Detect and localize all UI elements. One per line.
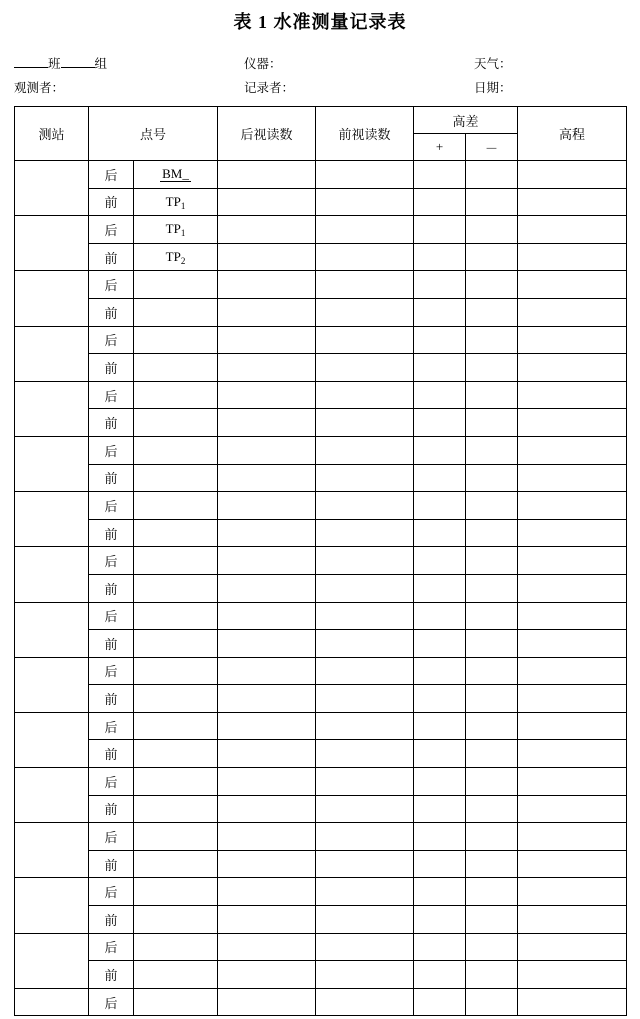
cell-diff-plus[interactable]: [414, 712, 466, 740]
cell-front-reading[interactable]: [316, 878, 414, 906]
cell-diff-minus[interactable]: [466, 795, 518, 823]
cell-point-no[interactable]: [134, 933, 218, 961]
cell-diff-minus[interactable]: [466, 243, 518, 271]
cell-diff-plus[interactable]: [414, 326, 466, 354]
leveling-record-table: [14, 106, 627, 1016]
cell-point-no[interactable]: [134, 161, 218, 189]
cell-front-reading[interactable]: [316, 850, 414, 878]
point-no-subscript: 1: [180, 228, 186, 239]
cell-back-reading[interactable]: [218, 161, 316, 189]
cell-elevation[interactable]: [518, 988, 627, 1016]
cell-front-reading[interactable]: [316, 243, 414, 271]
cell-back-reading[interactable]: [218, 961, 316, 989]
cell-back-reading[interactable]: [218, 657, 316, 685]
cell-diff-minus[interactable]: [466, 823, 518, 851]
table-row: [15, 795, 627, 823]
cell-back-front-label: 前: [89, 574, 134, 602]
cell-diff-plus[interactable]: [414, 933, 466, 961]
cell-back-reading[interactable]: [218, 271, 316, 299]
cell-back-reading[interactable]: [218, 354, 316, 382]
cell-diff-minus[interactable]: [466, 492, 518, 520]
cell-back-reading[interactable]: [218, 381, 316, 409]
cell-diff-plus[interactable]: [414, 685, 466, 713]
table-row: [15, 409, 627, 437]
cell-back-front-label: 前: [89, 188, 134, 216]
cell-elevation[interactable]: [518, 630, 627, 658]
table-row: [15, 574, 627, 602]
cell-diff-minus[interactable]: [466, 602, 518, 630]
cell-diff-plus[interactable]: [414, 188, 466, 216]
cell-diff-minus[interactable]: [466, 464, 518, 492]
cell-front-reading[interactable]: [316, 464, 414, 492]
cell-diff-plus[interactable]: [414, 271, 466, 299]
cell-point-no[interactable]: [134, 243, 218, 271]
cell-diff-minus[interactable]: [466, 161, 518, 189]
cell-diff-minus[interactable]: [466, 685, 518, 713]
cell-point-no[interactable]: [134, 409, 218, 437]
cell-elevation[interactable]: [518, 216, 627, 244]
table-row: [15, 464, 627, 492]
cell-diff-minus[interactable]: [466, 630, 518, 658]
date-label: 日期：: [474, 81, 512, 95]
cell-front-reading[interactable]: [316, 712, 414, 740]
cell-point-no[interactable]: [134, 795, 218, 823]
cell-elevation[interactable]: [518, 188, 627, 216]
table-row: [15, 850, 627, 878]
cell-elevation[interactable]: [518, 823, 627, 851]
cell-diff-plus[interactable]: [414, 436, 466, 464]
cell-elevation[interactable]: [518, 326, 627, 354]
cell-elevation[interactable]: [518, 933, 627, 961]
cell-diff-minus[interactable]: [466, 271, 518, 299]
cell-back-reading[interactable]: [218, 740, 316, 768]
cell-elevation[interactable]: [518, 685, 627, 713]
cell-front-reading[interactable]: [316, 988, 414, 1016]
cell-elevation[interactable]: [518, 492, 627, 520]
table-row: [15, 216, 627, 244]
cell-front-reading[interactable]: [316, 216, 414, 244]
cell-point-no[interactable]: [134, 988, 218, 1016]
cell-diff-plus[interactable]: [414, 740, 466, 768]
cell-front-reading[interactable]: [316, 188, 414, 216]
cell-front-reading[interactable]: [316, 492, 414, 520]
cell-diff-minus[interactable]: [466, 740, 518, 768]
cell-diff-minus[interactable]: [466, 188, 518, 216]
cell-front-reading[interactable]: [316, 657, 414, 685]
header-back-reading: 后视读数: [218, 107, 316, 161]
header-elevation: 高程: [518, 107, 627, 161]
cell-front-reading[interactable]: [316, 574, 414, 602]
cell-back-reading[interactable]: [218, 298, 316, 326]
header-station: 测站: [15, 107, 89, 161]
cell-point-no[interactable]: [134, 492, 218, 520]
group-blank[interactable]: [61, 54, 95, 68]
cell-diff-plus[interactable]: [414, 850, 466, 878]
cell-station[interactable]: [15, 768, 89, 823]
cell-point-no[interactable]: [134, 188, 218, 216]
cell-diff-minus[interactable]: [466, 326, 518, 354]
cell-back-reading[interactable]: [218, 243, 316, 271]
cell-diff-plus[interactable]: [414, 298, 466, 326]
cell-front-reading[interactable]: [316, 381, 414, 409]
cell-diff-plus[interactable]: [414, 602, 466, 630]
cell-back-front-label: 前: [89, 354, 134, 382]
table-row: [15, 768, 627, 796]
recorder-label: 记录者：: [244, 81, 295, 95]
cell-diff-minus[interactable]: [466, 547, 518, 575]
table-row: [15, 712, 627, 740]
cell-back-front-label: 前: [89, 685, 134, 713]
cell-back-front-label: 后: [89, 602, 134, 630]
cell-front-reading[interactable]: [316, 161, 414, 189]
cell-back-reading[interactable]: [218, 436, 316, 464]
cell-point-no[interactable]: [134, 602, 218, 630]
cell-point-no[interactable]: [134, 740, 218, 768]
cell-point-no[interactable]: [134, 850, 218, 878]
cell-back-reading[interactable]: [218, 326, 316, 354]
table-row: [15, 602, 627, 630]
cell-back-reading[interactable]: [218, 464, 316, 492]
cell-front-reading[interactable]: [316, 436, 414, 464]
table-row: [15, 381, 627, 409]
point-no-text: TP: [165, 249, 181, 265]
cell-front-reading[interactable]: [316, 795, 414, 823]
cell-back-front-label: 后: [89, 326, 134, 354]
table-row: [15, 243, 627, 271]
table-row: [15, 906, 627, 934]
cell-back-reading[interactable]: [218, 768, 316, 796]
cell-front-reading[interactable]: [316, 409, 414, 437]
cell-diff-minus[interactable]: [466, 298, 518, 326]
cell-point-no[interactable]: [134, 298, 218, 326]
cell-elevation[interactable]: [518, 878, 627, 906]
cell-point-no[interactable]: [134, 712, 218, 740]
cell-elevation[interactable]: [518, 354, 627, 382]
header-minus: －: [466, 134, 518, 161]
cell-station[interactable]: [15, 602, 89, 657]
cell-back-front-label: 后: [89, 271, 134, 299]
header-plus: +: [414, 134, 466, 161]
cell-front-reading[interactable]: [316, 547, 414, 575]
point-no-text: BM_: [162, 166, 189, 182]
cell-point-no[interactable]: [134, 630, 218, 658]
cell-back-reading[interactable]: [218, 685, 316, 713]
cell-back-reading[interactable]: [218, 492, 316, 520]
cell-back-reading[interactable]: [218, 602, 316, 630]
table-row: [15, 436, 627, 464]
cell-back-reading[interactable]: [218, 988, 316, 1016]
cell-diff-plus[interactable]: [414, 823, 466, 851]
cell-diff-minus[interactable]: [466, 712, 518, 740]
table-row: [15, 630, 627, 658]
cell-point-no[interactable]: [134, 216, 218, 244]
cell-back-front-label: 后: [89, 381, 134, 409]
cell-station[interactable]: [15, 436, 89, 491]
cell-elevation[interactable]: [518, 271, 627, 299]
cell-elevation[interactable]: [518, 547, 627, 575]
cell-elevation[interactable]: [518, 961, 627, 989]
cell-elevation[interactable]: [518, 768, 627, 796]
point-no-subscript: 2: [180, 256, 186, 267]
cell-front-reading[interactable]: [316, 740, 414, 768]
cell-back-reading[interactable]: [218, 933, 316, 961]
cell-back-reading[interactable]: [218, 823, 316, 851]
cell-diff-minus[interactable]: [466, 574, 518, 602]
cell-elevation[interactable]: [518, 464, 627, 492]
cell-back-front-label: 后: [89, 712, 134, 740]
cell-diff-minus[interactable]: [466, 519, 518, 547]
cell-diff-minus[interactable]: [466, 409, 518, 437]
cell-front-reading[interactable]: [316, 906, 414, 934]
table-row: [15, 547, 627, 575]
cell-elevation[interactable]: [518, 161, 627, 189]
table-row: [15, 878, 627, 906]
table-row: [15, 298, 627, 326]
cell-back-reading[interactable]: [218, 216, 316, 244]
observer-label: 观测者：: [14, 81, 65, 95]
cell-point-no[interactable]: [134, 326, 218, 354]
header-front-reading: 前视读数: [316, 107, 414, 161]
cell-station[interactable]: [15, 823, 89, 878]
cell-back-reading[interactable]: [218, 850, 316, 878]
table-row: [15, 271, 627, 299]
cell-station[interactable]: [15, 326, 89, 381]
cell-diff-plus[interactable]: [414, 464, 466, 492]
cell-station[interactable]: [15, 878, 89, 933]
cell-back-front-label: 前: [89, 906, 134, 934]
cell-diff-plus[interactable]: [414, 354, 466, 382]
cell-front-reading[interactable]: [316, 602, 414, 630]
cell-back-front-label: 后: [89, 216, 134, 244]
cell-back-reading[interactable]: [218, 547, 316, 575]
cell-elevation[interactable]: [518, 795, 627, 823]
cell-back-reading[interactable]: [218, 630, 316, 658]
cell-back-front-label: 前: [89, 850, 134, 878]
cell-elevation[interactable]: [518, 243, 627, 271]
table-row: [15, 519, 627, 547]
table-row: [15, 161, 627, 189]
cell-back-front-label: 后: [89, 988, 134, 1016]
cell-front-reading[interactable]: [316, 685, 414, 713]
cell-station[interactable]: [15, 492, 89, 547]
page-title: 表 1 水准测量记录表: [233, 12, 407, 32]
cell-diff-plus[interactable]: [414, 216, 466, 244]
cell-elevation[interactable]: [518, 906, 627, 934]
weather-label: 天气：: [474, 57, 512, 71]
cell-back-front-label: 后: [89, 823, 134, 851]
cell-back-front-label: 前: [89, 630, 134, 658]
cell-front-reading[interactable]: [316, 271, 414, 299]
cell-elevation[interactable]: [518, 850, 627, 878]
table-row: [15, 188, 627, 216]
cell-front-reading[interactable]: [316, 298, 414, 326]
table-row: [15, 657, 627, 685]
cell-back-front-label: 后: [89, 492, 134, 520]
cell-elevation[interactable]: [518, 740, 627, 768]
cell-point-no[interactable]: [134, 961, 218, 989]
cell-point-no[interactable]: [134, 464, 218, 492]
cell-back-reading[interactable]: [218, 409, 316, 437]
class-label: 班: [48, 57, 61, 71]
cell-point-no[interactable]: [134, 547, 218, 575]
cell-station[interactable]: [15, 933, 89, 988]
cell-back-front-label: 后: [89, 878, 134, 906]
cell-station[interactable]: [15, 381, 89, 436]
cell-back-reading[interactable]: [218, 574, 316, 602]
cell-elevation[interactable]: [518, 519, 627, 547]
cell-front-reading[interactable]: [316, 519, 414, 547]
cell-elevation[interactable]: [518, 602, 627, 630]
header-height-diff: 高差: [414, 107, 518, 134]
cell-front-reading[interactable]: [316, 768, 414, 796]
meta-block: [14, 48, 626, 96]
cell-diff-minus[interactable]: [466, 436, 518, 464]
cell-diff-plus[interactable]: [414, 988, 466, 1016]
table-row: [15, 961, 627, 989]
cell-point-no[interactable]: [134, 574, 218, 602]
cell-front-reading[interactable]: [316, 823, 414, 851]
cell-station[interactable]: [15, 547, 89, 602]
cell-point-no[interactable]: [134, 519, 218, 547]
header-point-no: 点号: [89, 107, 218, 161]
cell-back-reading[interactable]: [218, 878, 316, 906]
table-row: [15, 988, 627, 1016]
cell-point-no[interactable]: [134, 823, 218, 851]
cell-back-front-label: 前: [89, 409, 134, 437]
cell-back-front-label: 前: [89, 740, 134, 768]
cell-diff-plus[interactable]: [414, 161, 466, 189]
table-row: [15, 685, 627, 713]
cell-diff-plus[interactable]: [414, 381, 466, 409]
cell-elevation[interactable]: [518, 657, 627, 685]
cell-back-front-label: 前: [89, 961, 134, 989]
cell-station[interactable]: [15, 657, 89, 712]
cell-front-reading[interactable]: [316, 933, 414, 961]
cell-diff-plus[interactable]: [414, 547, 466, 575]
point-no-text: TP: [165, 193, 181, 209]
class-blank[interactable]: [14, 54, 48, 68]
cell-back-front-label: 后: [89, 657, 134, 685]
table-row: [15, 354, 627, 382]
cell-diff-minus[interactable]: [466, 354, 518, 382]
cell-front-reading[interactable]: [316, 630, 414, 658]
cell-back-front-label: 前: [89, 464, 134, 492]
cell-diff-minus[interactable]: [466, 216, 518, 244]
cell-point-no[interactable]: [134, 906, 218, 934]
cell-diff-plus[interactable]: [414, 657, 466, 685]
cell-station[interactable]: [15, 216, 89, 271]
cell-diff-minus[interactable]: [466, 768, 518, 796]
cell-station[interactable]: [15, 161, 89, 216]
group-label: 组: [94, 57, 108, 71]
cell-front-reading[interactable]: [316, 961, 414, 989]
table-body: [15, 161, 627, 1016]
cell-back-front-label: 前: [89, 519, 134, 547]
cell-diff-plus[interactable]: [414, 630, 466, 658]
cell-back-front-label: 后: [89, 161, 134, 189]
instrument-label: 仪器：: [244, 57, 282, 71]
cell-elevation[interactable]: [518, 409, 627, 437]
cell-elevation[interactable]: [518, 712, 627, 740]
cell-diff-plus[interactable]: [414, 906, 466, 934]
table-row: [15, 492, 627, 520]
cell-front-reading[interactable]: [316, 354, 414, 382]
cell-diff-minus[interactable]: [466, 988, 518, 1016]
point-no-subscript: 1: [180, 200, 186, 211]
cell-diff-plus[interactable]: [414, 574, 466, 602]
cell-diff-plus[interactable]: [414, 492, 466, 520]
table-row: [15, 326, 627, 354]
cell-back-reading[interactable]: [218, 519, 316, 547]
table-row: [15, 933, 627, 961]
meta-row-1: [14, 48, 626, 72]
cell-back-front-label: 后: [89, 547, 134, 575]
cell-back-front-label: 后: [89, 436, 134, 464]
cell-point-no[interactable]: [134, 657, 218, 685]
cell-diff-plus[interactable]: [414, 768, 466, 796]
cell-back-front-label: 前: [89, 243, 134, 271]
class-group-field: [14, 54, 244, 72]
cell-back-reading[interactable]: [218, 188, 316, 216]
cell-diff-plus[interactable]: [414, 878, 466, 906]
cell-diff-minus[interactable]: [466, 961, 518, 989]
cell-diff-minus[interactable]: [466, 933, 518, 961]
cell-diff-minus[interactable]: [466, 381, 518, 409]
meta-row-2: [14, 72, 626, 96]
cell-diff-plus[interactable]: [414, 519, 466, 547]
table-row: [15, 740, 627, 768]
cell-front-reading[interactable]: [316, 326, 414, 354]
cell-station[interactable]: [15, 271, 89, 326]
cell-elevation[interactable]: [518, 574, 627, 602]
cell-diff-plus[interactable]: [414, 795, 466, 823]
cell-back-front-label: 前: [89, 795, 134, 823]
cell-back-front-label: 后: [89, 768, 134, 796]
cell-diff-minus[interactable]: [466, 657, 518, 685]
cell-station[interactable]: [15, 988, 89, 1016]
cell-point-no[interactable]: [134, 271, 218, 299]
cell-diff-plus[interactable]: [414, 243, 466, 271]
cell-elevation[interactable]: [518, 298, 627, 326]
cell-diff-minus[interactable]: [466, 850, 518, 878]
cell-elevation[interactable]: [518, 436, 627, 464]
document-page: [0, 8, 640, 1019]
cell-back-reading[interactable]: [218, 906, 316, 934]
cell-back-reading[interactable]: [218, 712, 316, 740]
cell-station[interactable]: [15, 712, 89, 767]
cell-point-no[interactable]: [134, 685, 218, 713]
cell-back-reading[interactable]: [218, 795, 316, 823]
cell-point-no[interactable]: [134, 354, 218, 382]
cell-diff-plus[interactable]: [414, 409, 466, 437]
cell-back-front-label: 后: [89, 933, 134, 961]
cell-back-front-label: 前: [89, 298, 134, 326]
table-head: [15, 107, 627, 161]
cell-point-no[interactable]: [134, 768, 218, 796]
cell-point-no[interactable]: [134, 878, 218, 906]
cell-diff-minus[interactable]: [466, 878, 518, 906]
cell-elevation[interactable]: [518, 381, 627, 409]
cell-diff-plus[interactable]: [414, 961, 466, 989]
cell-point-no[interactable]: [134, 381, 218, 409]
table-row: [15, 823, 627, 851]
cell-point-no[interactable]: [134, 436, 218, 464]
cell-diff-minus[interactable]: [466, 906, 518, 934]
point-no-text: TP: [165, 221, 181, 237]
